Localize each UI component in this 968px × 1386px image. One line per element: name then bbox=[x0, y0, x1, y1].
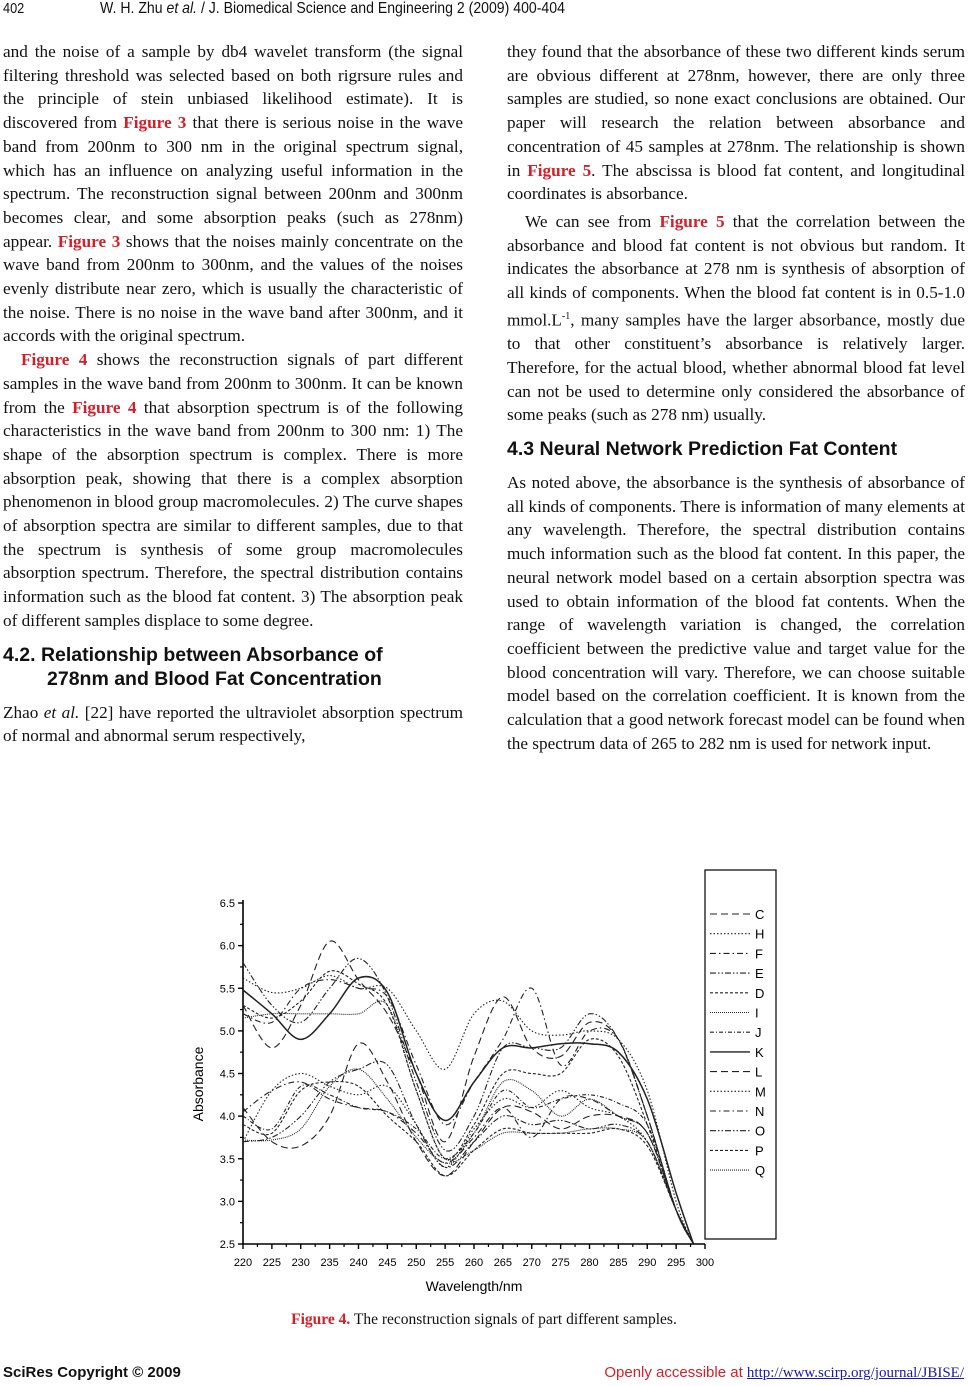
legend-label-L: L bbox=[755, 1064, 763, 1080]
paragraph bbox=[3, 348, 463, 632]
legend-label-H: H bbox=[755, 926, 765, 942]
text: shows the reconstruction signals of part different samples in the wave band from 200nm to 300nm. It can be known from the bbox=[3, 350, 463, 417]
legend-label-C: C bbox=[755, 907, 765, 922]
y-tick-label: 6.5 bbox=[219, 898, 235, 910]
caption-figure-label: Figure 4. bbox=[291, 1311, 351, 1328]
text: et al. bbox=[43, 702, 80, 722]
running-head-etal: et al. bbox=[166, 0, 198, 17]
figure-4 bbox=[0, 860, 968, 1300]
series-line-E bbox=[243, 958, 694, 1244]
x-tick-label: 220 bbox=[233, 1257, 253, 1269]
text: We can see from bbox=[525, 211, 660, 231]
heading-line: 278nm and Blood Fat Concentration bbox=[47, 667, 382, 690]
paragraph bbox=[507, 40, 965, 206]
legend-label-F: F bbox=[755, 946, 763, 962]
running-head-authors: W. H. Zhu bbox=[100, 0, 167, 17]
legend-label-M: M bbox=[755, 1084, 766, 1100]
y-tick-label: 4.0 bbox=[219, 1111, 235, 1124]
section-heading-4-3: 4.3 Neural Network Prediction Fat Content bbox=[507, 437, 898, 460]
x-tick-label: 255 bbox=[435, 1257, 455, 1269]
text: , many samples have the larger absorbance, mostly due to that other constituent’s absorbance is relatively larger. Therefore, for the actual blood, whether abnormal blood fat level can not be used to determine only considered the absorbance of some peaks (such as 278 nm) usually. bbox=[507, 310, 965, 425]
legend-label-P: P bbox=[755, 1143, 764, 1159]
x-tick-label: 295 bbox=[666, 1257, 686, 1269]
left-column bbox=[3, 40, 463, 748]
x-axis-label: Wavelength/nm bbox=[425, 1278, 523, 1294]
journal-url-link[interactable]: http://www.scirp.org/journal/JBISE/ bbox=[746, 1365, 964, 1381]
y-tick-label: 2.5 bbox=[219, 1239, 235, 1251]
y-tick-label: 6.0 bbox=[219, 940, 235, 953]
text: . The abscissa is blood fat content, and longitudinal coordinates is absorbance. bbox=[507, 160, 965, 204]
figure-5-reference[interactable]: Figure 5 bbox=[659, 211, 725, 231]
figure-4-reference[interactable]: Figure 4 bbox=[21, 350, 88, 370]
legend-label-D: D bbox=[755, 985, 765, 1001]
curves bbox=[243, 941, 694, 1244]
y-tick-label: 3.5 bbox=[219, 1153, 235, 1166]
figure-3-reference[interactable]: Figure 3 bbox=[123, 113, 187, 133]
series-line-M bbox=[243, 1073, 694, 1244]
open-access-notice bbox=[604, 1364, 964, 1382]
figure-caption bbox=[0, 1311, 968, 1329]
figure-3-reference[interactable]: Figure 3 bbox=[57, 231, 121, 251]
running-head-journal: / J. Biomedical Science and Engineering 2 (2009) 400-404 bbox=[197, 0, 565, 17]
x-tick-label: 300 bbox=[695, 1257, 715, 1269]
open-access-label: Openly accessible at bbox=[604, 1364, 747, 1381]
y-tick-label: 5.5 bbox=[219, 983, 235, 996]
x-tick-label: 290 bbox=[638, 1257, 657, 1269]
text: Zhao bbox=[3, 702, 44, 722]
text: shows that the noises mainly concentrate on the wave band from 200nm to 300nm, and the values of the noises evenly distribute near zero, which is usually the characteristic of the noise. There is no noise in the wave band after 300nm, and it accords with the original spectrum. bbox=[3, 231, 463, 346]
series-line-C bbox=[243, 941, 694, 1244]
legend-label-Q: Q bbox=[755, 1163, 766, 1179]
x-tick-label: 240 bbox=[349, 1257, 368, 1269]
x-tick-label: 260 bbox=[464, 1257, 484, 1269]
series-line-O bbox=[243, 1061, 694, 1244]
x-tick-label: 275 bbox=[551, 1257, 570, 1269]
series-line-F bbox=[243, 980, 694, 1244]
legend-label-J: J bbox=[755, 1025, 762, 1041]
page-number: 402 bbox=[3, 0, 25, 17]
right-column bbox=[507, 40, 965, 755]
legend-box bbox=[705, 870, 776, 1239]
paragraph bbox=[3, 40, 463, 348]
page-header bbox=[0, 0, 968, 24]
y-tick-label: 3.0 bbox=[219, 1196, 235, 1209]
y-tick-label: 4.5 bbox=[219, 1068, 235, 1081]
series-line-H bbox=[243, 976, 694, 1245]
legend-label-E: E bbox=[755, 966, 764, 982]
x-tick-label: 285 bbox=[609, 1257, 628, 1269]
paragraph bbox=[3, 701, 463, 748]
text: that absorption spectrum is of the following characteristics in the wave band from 200nm to 300 nm: 1) The shape of the absorption spectrum is complex. There is more absorption peak, showing that there is a complex absorption phenomenon in blood group macromolecules. 2) The curve shapes of absorption spectra are similar to different samples, due to that the spectrum is synthesis of some group macromolecules absorption spectrum. Therefore, the spectral distribution contains information such as the blood fat content. 3) The absorption peak of different samples displace to some degree. bbox=[3, 397, 463, 630]
legend-label-K: K bbox=[755, 1044, 764, 1060]
legend-label-O: O bbox=[755, 1123, 766, 1139]
text: they found that the absorbance of these two different kinds serum are obvious different at 278nm, however, there are only three samples are studied, so none exact conclusions are obtained. Our paper will research the relation between absorbance and concentration of 45 samples at 278nm. The relationship is shown in bbox=[507, 42, 965, 180]
x-tick-label: 230 bbox=[291, 1257, 310, 1269]
series-line-K bbox=[243, 977, 694, 1244]
x-tick-label: 235 bbox=[320, 1257, 339, 1269]
section-heading-4-2 bbox=[3, 643, 463, 691]
legend bbox=[705, 870, 776, 1239]
y-axis-label: Absorbance bbox=[190, 1046, 206, 1122]
text: [22] have reported the ultraviolet absorption spectrum of normal and abnormal serum respectively, bbox=[3, 702, 463, 746]
y-tick-label: 5.0 bbox=[219, 1025, 235, 1038]
x-tick-label: 250 bbox=[407, 1257, 426, 1269]
text: that the correlation between the absorbance and blood fat content is not obvious but random. It indicates the absorbance at 278 nm is synthesis of absorption of all kinds of components. When the blood fat content is in 0.5-1.0 mmol.L bbox=[507, 211, 965, 330]
x-tick-label: 280 bbox=[580, 1257, 599, 1269]
legend-label-N: N bbox=[755, 1104, 765, 1119]
figure-4-reference[interactable]: Figure 4 bbox=[72, 397, 137, 417]
caption-text: The reconstruction signals of part different samples. bbox=[350, 1311, 677, 1328]
figure-5-reference[interactable]: Figure 5 bbox=[527, 160, 592, 180]
legend-label-I: I bbox=[755, 1005, 759, 1021]
running-head bbox=[100, 0, 565, 18]
text: that there is serious noise in the wave band from 200nm to 300 nm in the original spectrum signal, which has an influence on analyzing useful information in the spectrum. The reconstruction signal between 200nm and 300nm becomes clear, and some absorption peaks (such as 278nm) appear. bbox=[3, 113, 463, 251]
series-line-D bbox=[243, 971, 694, 1244]
x-tick-label: 265 bbox=[493, 1257, 513, 1269]
series-line-J bbox=[243, 1085, 694, 1244]
spectrum-chart bbox=[0, 860, 968, 1300]
paragraph: As noted above, the absorbance is the synthesis of absorbance of all kinds of components. There is information of many elements at any wavelength. Therefore, the spectral distribution contains much information such as the blood fat content. In this paper, the neural network model based on a certain absorption spectra was used to obtain information of the blood fat contents. When the range of wavelength variation is changed, the correlation coefficient between the predictive value and target value for the blood concentration will vary. Therefore, we can choose suitable model based on the correlation coefficient. It is known from the calculation that a good network forecast model can be found when the spectrum data of 265 to 282 nm is used for network input. bbox=[507, 472, 965, 753]
x-tick-label: 225 bbox=[262, 1257, 282, 1269]
paragraph bbox=[507, 210, 965, 427]
x-tick-label: 270 bbox=[522, 1257, 541, 1269]
heading-line: 4.2. Relationship between Absorbance of bbox=[3, 643, 383, 666]
series-line-I bbox=[243, 1001, 694, 1244]
copyright: SciRes Copyright © 2009 bbox=[3, 1364, 181, 1381]
superscript: -1 bbox=[561, 310, 571, 322]
x-tick-label: 245 bbox=[378, 1257, 397, 1269]
text: and the noise of a sample by db4 wavelet transform (the signal filtering threshold was selected based on both rigrsure rules and the principle of stein unbiased likelihood estimate). It is discovered from bbox=[3, 42, 463, 133]
